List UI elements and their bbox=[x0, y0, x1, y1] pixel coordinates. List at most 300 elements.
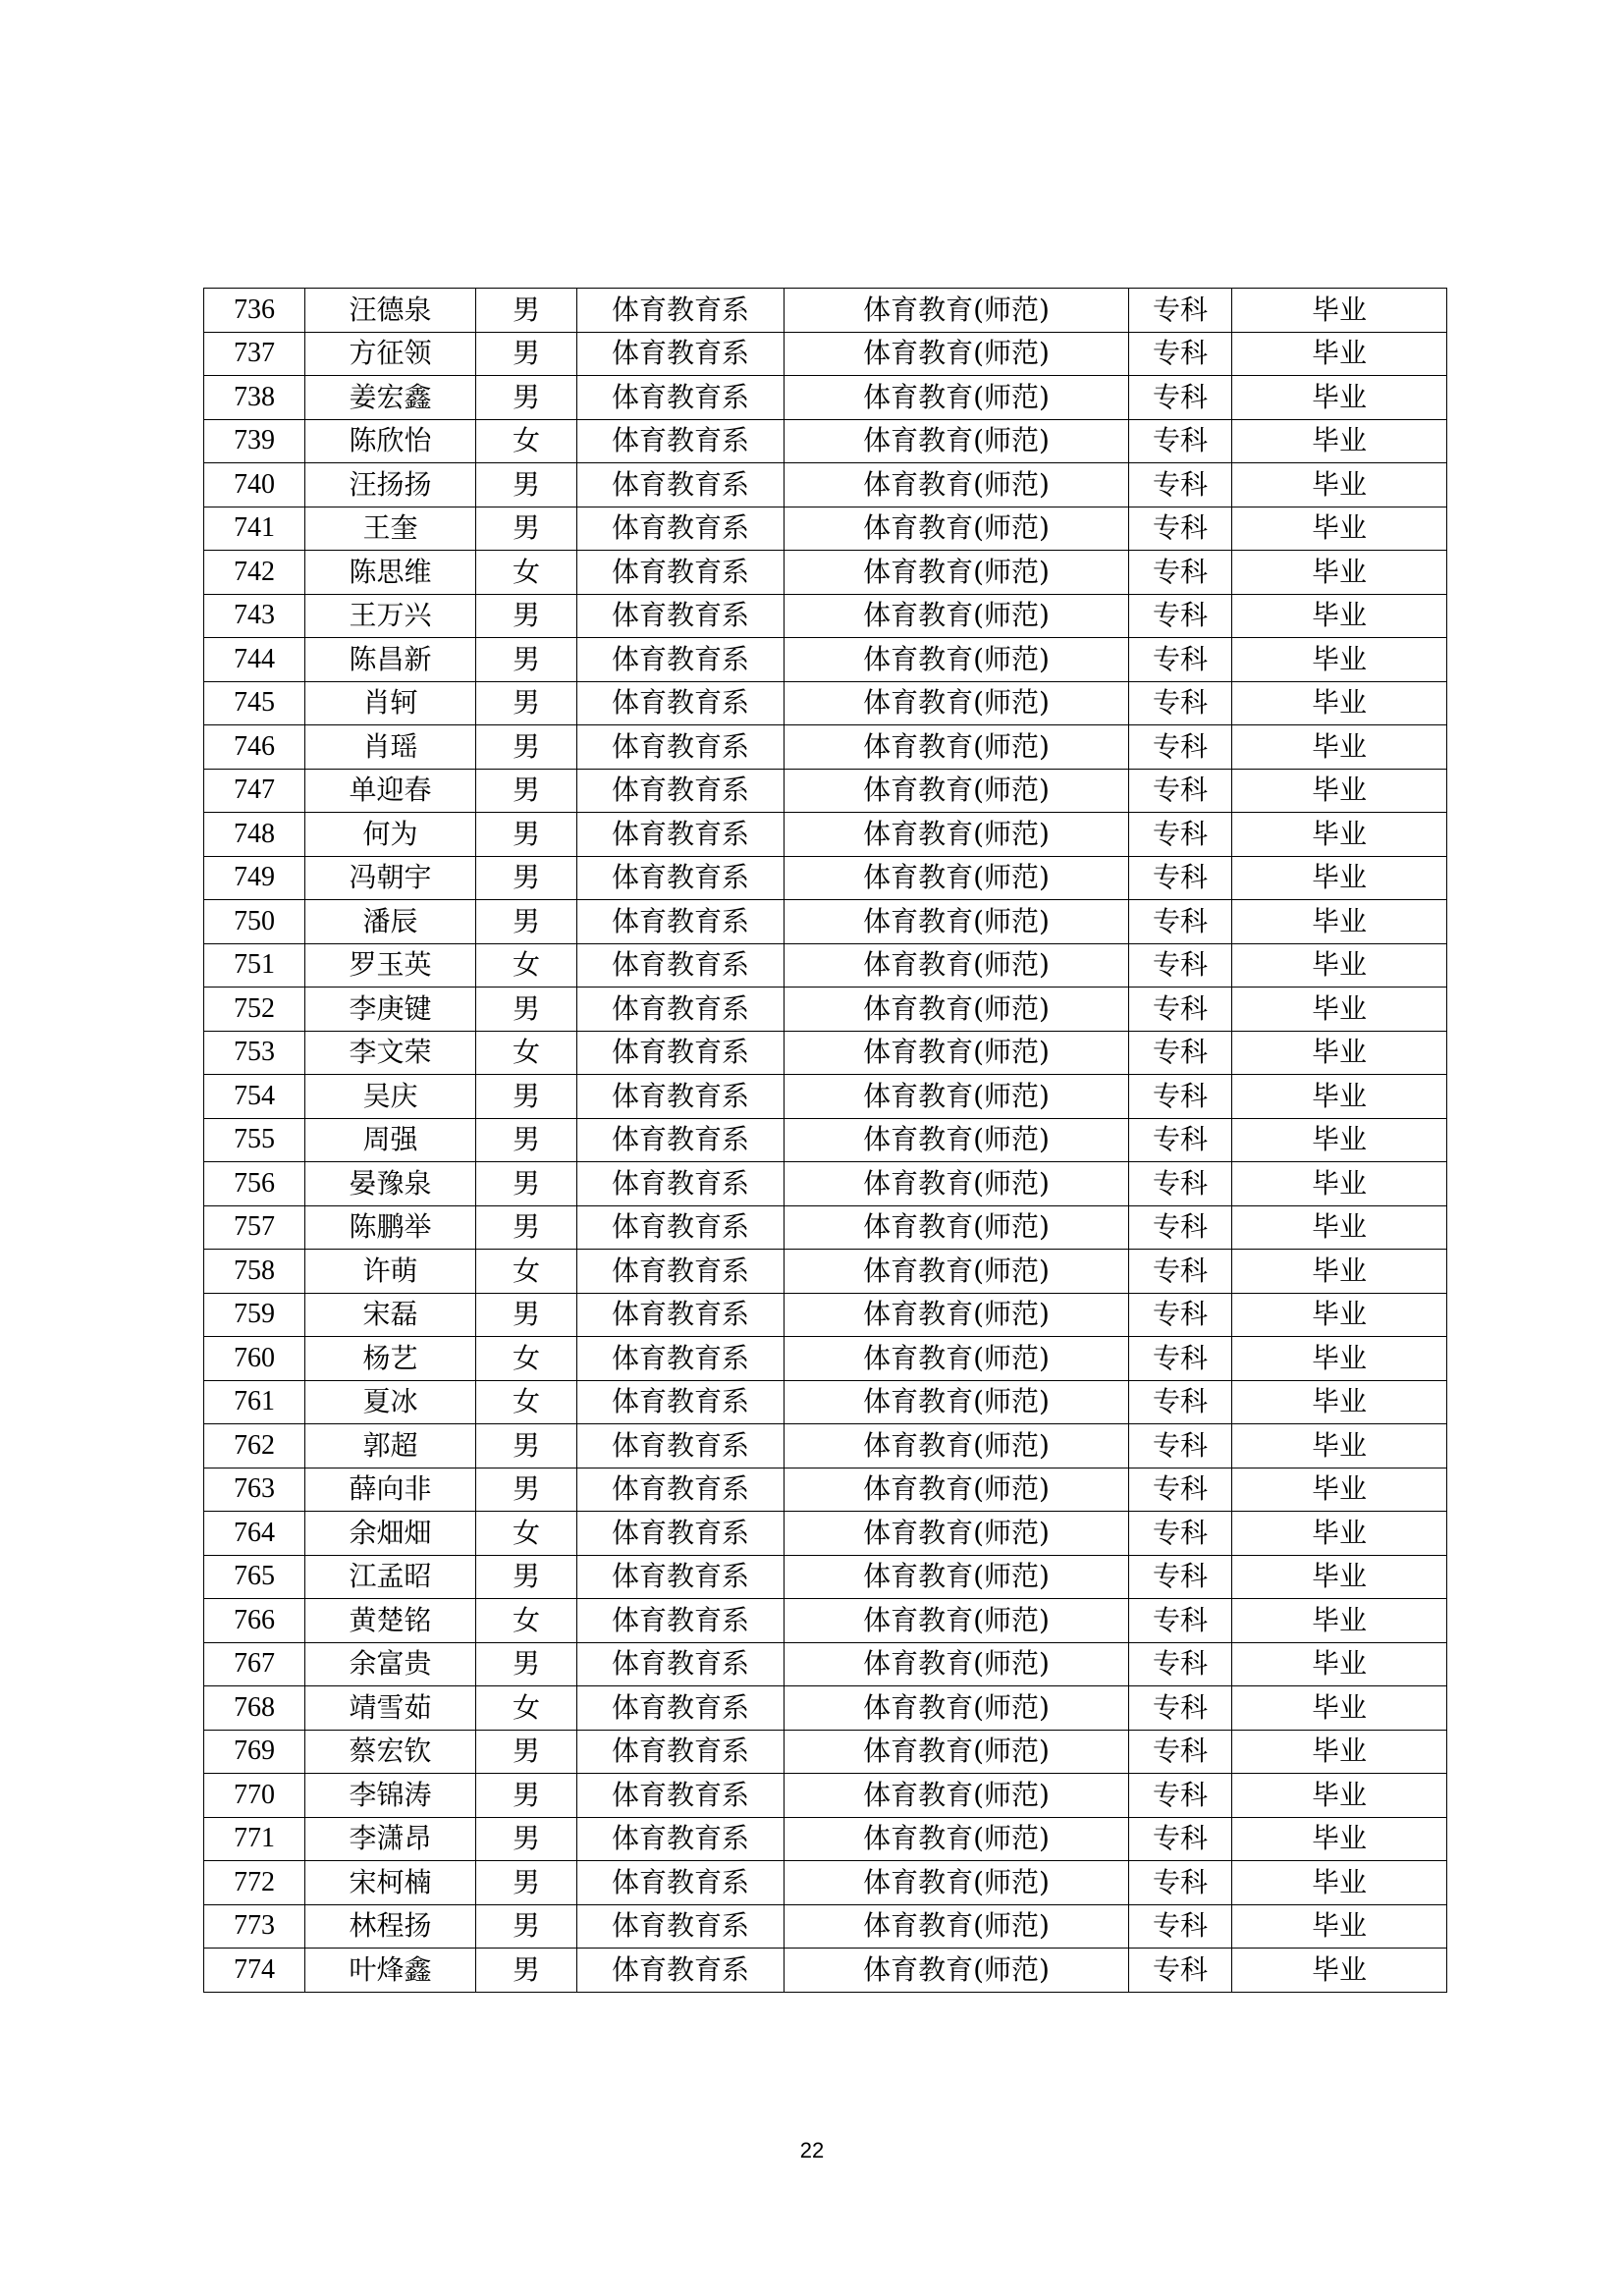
serial-number-cell: 774 bbox=[204, 1949, 305, 1993]
serial-number-cell: 754 bbox=[204, 1075, 305, 1119]
serial-number-cell: 764 bbox=[204, 1512, 305, 1556]
table-row bbox=[204, 681, 1447, 725]
department-cell: 体育教育系 bbox=[577, 1293, 785, 1337]
education-level-cell: 专科 bbox=[1129, 943, 1232, 988]
gender-cell: 男 bbox=[476, 376, 577, 420]
status-cell: 毕业 bbox=[1232, 1337, 1447, 1381]
student-name-cell: 汪扬扬 bbox=[305, 463, 476, 507]
serial-number-cell: 738 bbox=[204, 376, 305, 420]
gender-cell: 女 bbox=[476, 1380, 577, 1424]
education-level-cell: 专科 bbox=[1129, 1424, 1232, 1468]
department-cell: 体育教育系 bbox=[577, 1904, 785, 1949]
table-row bbox=[204, 1599, 1447, 1643]
student-name-cell: 夏冰 bbox=[305, 1380, 476, 1424]
major-cell: 体育教育(师范) bbox=[785, 900, 1129, 944]
gender-cell: 男 bbox=[476, 1075, 577, 1119]
serial-number-cell: 767 bbox=[204, 1642, 305, 1686]
gender-cell: 女 bbox=[476, 943, 577, 988]
gender-cell: 男 bbox=[476, 1468, 577, 1512]
serial-number-cell: 766 bbox=[204, 1599, 305, 1643]
table-row bbox=[204, 1468, 1447, 1512]
serial-number-cell: 742 bbox=[204, 551, 305, 595]
serial-number-cell: 770 bbox=[204, 1774, 305, 1818]
department-cell: 体育教育系 bbox=[577, 1205, 785, 1250]
serial-number-cell: 755 bbox=[204, 1118, 305, 1162]
major-cell: 体育教育(师范) bbox=[785, 376, 1129, 420]
table-row bbox=[204, 943, 1447, 988]
education-level-cell: 专科 bbox=[1129, 1861, 1232, 1905]
serial-number-cell: 736 bbox=[204, 289, 305, 333]
major-cell: 体育教育(师范) bbox=[785, 1861, 1129, 1905]
department-cell: 体育教育系 bbox=[577, 725, 785, 770]
major-cell: 体育教育(师范) bbox=[785, 681, 1129, 725]
gender-cell: 男 bbox=[476, 813, 577, 857]
gender-cell: 男 bbox=[476, 1118, 577, 1162]
student-name-cell: 陈鹏举 bbox=[305, 1205, 476, 1250]
major-cell: 体育教育(师范) bbox=[785, 1205, 1129, 1250]
education-level-cell: 专科 bbox=[1129, 1642, 1232, 1686]
status-cell: 毕业 bbox=[1232, 1380, 1447, 1424]
status-cell: 毕业 bbox=[1232, 1293, 1447, 1337]
education-level-cell: 专科 bbox=[1129, 1686, 1232, 1731]
major-cell: 体育教育(师范) bbox=[785, 551, 1129, 595]
table-row bbox=[204, 638, 1447, 682]
department-cell: 体育教育系 bbox=[577, 638, 785, 682]
education-level-cell: 专科 bbox=[1129, 1468, 1232, 1512]
status-cell: 毕业 bbox=[1232, 900, 1447, 944]
department-cell: 体育教育系 bbox=[577, 507, 785, 551]
table-row bbox=[204, 1642, 1447, 1686]
status-cell: 毕业 bbox=[1232, 1861, 1447, 1905]
department-cell: 体育教育系 bbox=[577, 419, 785, 463]
status-cell: 毕业 bbox=[1232, 1904, 1447, 1949]
status-cell: 毕业 bbox=[1232, 1250, 1447, 1294]
major-cell: 体育教育(师范) bbox=[785, 1774, 1129, 1818]
education-level-cell: 专科 bbox=[1129, 988, 1232, 1032]
status-cell: 毕业 bbox=[1232, 638, 1447, 682]
department-cell: 体育教育系 bbox=[577, 1512, 785, 1556]
table-row bbox=[204, 289, 1447, 333]
student-name-cell: 宋柯楠 bbox=[305, 1861, 476, 1905]
gender-cell: 男 bbox=[476, 1904, 577, 1949]
table-row bbox=[204, 1205, 1447, 1250]
roster-table-body bbox=[204, 289, 1447, 1993]
student-name-cell: 晏豫泉 bbox=[305, 1162, 476, 1206]
student-name-cell: 陈思维 bbox=[305, 551, 476, 595]
gender-cell: 男 bbox=[476, 594, 577, 638]
education-level-cell: 专科 bbox=[1129, 594, 1232, 638]
serial-number-cell: 741 bbox=[204, 507, 305, 551]
major-cell: 体育教育(师范) bbox=[785, 1250, 1129, 1294]
serial-number-cell: 760 bbox=[204, 1337, 305, 1381]
education-level-cell: 专科 bbox=[1129, 1730, 1232, 1774]
status-cell: 毕业 bbox=[1232, 1512, 1447, 1556]
department-cell: 体育教育系 bbox=[577, 463, 785, 507]
serial-number-cell: 745 bbox=[204, 681, 305, 725]
department-cell: 体育教育系 bbox=[577, 1031, 785, 1075]
serial-number-cell: 737 bbox=[204, 332, 305, 376]
student-name-cell: 薛向非 bbox=[305, 1468, 476, 1512]
major-cell: 体育教育(师范) bbox=[785, 289, 1129, 333]
education-level-cell: 专科 bbox=[1129, 376, 1232, 420]
major-cell: 体育教育(师范) bbox=[785, 1337, 1129, 1381]
graduate-roster-table bbox=[203, 288, 1447, 1993]
major-cell: 体育教育(师范) bbox=[785, 856, 1129, 900]
education-level-cell: 专科 bbox=[1129, 1599, 1232, 1643]
major-cell: 体育教育(师范) bbox=[785, 1599, 1129, 1643]
department-cell: 体育教育系 bbox=[577, 551, 785, 595]
major-cell: 体育教育(师范) bbox=[785, 1075, 1129, 1119]
status-cell: 毕业 bbox=[1232, 1205, 1447, 1250]
status-cell: 毕业 bbox=[1232, 813, 1447, 857]
education-level-cell: 专科 bbox=[1129, 1774, 1232, 1818]
status-cell: 毕业 bbox=[1232, 1599, 1447, 1643]
student-name-cell: 冯朝宇 bbox=[305, 856, 476, 900]
table-row bbox=[204, 1512, 1447, 1556]
student-name-cell: 汪德泉 bbox=[305, 289, 476, 333]
department-cell: 体育教育系 bbox=[577, 900, 785, 944]
gender-cell: 男 bbox=[476, 1555, 577, 1599]
serial-number-cell: 772 bbox=[204, 1861, 305, 1905]
table-row bbox=[204, 1686, 1447, 1731]
serial-number-cell: 751 bbox=[204, 943, 305, 988]
student-name-cell: 林程扬 bbox=[305, 1904, 476, 1949]
status-cell: 毕业 bbox=[1232, 1774, 1447, 1818]
serial-number-cell: 749 bbox=[204, 856, 305, 900]
department-cell: 体育教育系 bbox=[577, 1730, 785, 1774]
education-level-cell: 专科 bbox=[1129, 551, 1232, 595]
table-row bbox=[204, 507, 1447, 551]
major-cell: 体育教育(师范) bbox=[785, 1730, 1129, 1774]
department-cell: 体育教育系 bbox=[577, 769, 785, 813]
gender-cell: 男 bbox=[476, 463, 577, 507]
education-level-cell: 专科 bbox=[1129, 1337, 1232, 1381]
department-cell: 体育教育系 bbox=[577, 1380, 785, 1424]
gender-cell: 男 bbox=[476, 769, 577, 813]
serial-number-cell: 765 bbox=[204, 1555, 305, 1599]
status-cell: 毕业 bbox=[1232, 769, 1447, 813]
education-level-cell: 专科 bbox=[1129, 769, 1232, 813]
serial-number-cell: 748 bbox=[204, 813, 305, 857]
education-level-cell: 专科 bbox=[1129, 332, 1232, 376]
serial-number-cell: 739 bbox=[204, 419, 305, 463]
student-name-cell: 李锦涛 bbox=[305, 1774, 476, 1818]
status-cell: 毕业 bbox=[1232, 1118, 1447, 1162]
table-row bbox=[204, 551, 1447, 595]
department-cell: 体育教育系 bbox=[577, 594, 785, 638]
status-cell: 毕业 bbox=[1232, 725, 1447, 770]
gender-cell: 女 bbox=[476, 1337, 577, 1381]
major-cell: 体育教育(师范) bbox=[785, 1424, 1129, 1468]
education-level-cell: 专科 bbox=[1129, 1555, 1232, 1599]
student-name-cell: 陈欣怡 bbox=[305, 419, 476, 463]
major-cell: 体育教育(师范) bbox=[785, 725, 1129, 770]
student-name-cell: 吴庆 bbox=[305, 1075, 476, 1119]
status-cell: 毕业 bbox=[1232, 289, 1447, 333]
table-row bbox=[204, 988, 1447, 1032]
gender-cell: 男 bbox=[476, 900, 577, 944]
status-cell: 毕业 bbox=[1232, 551, 1447, 595]
department-cell: 体育教育系 bbox=[577, 1250, 785, 1294]
status-cell: 毕业 bbox=[1232, 594, 1447, 638]
serial-number-cell: 744 bbox=[204, 638, 305, 682]
major-cell: 体育教育(师范) bbox=[785, 1512, 1129, 1556]
table-row bbox=[204, 376, 1447, 420]
table-row bbox=[204, 1817, 1447, 1861]
table-row bbox=[204, 1162, 1447, 1206]
education-level-cell: 专科 bbox=[1129, 638, 1232, 682]
department-cell: 体育教育系 bbox=[577, 1642, 785, 1686]
status-cell: 毕业 bbox=[1232, 1075, 1447, 1119]
gender-cell: 男 bbox=[476, 681, 577, 725]
department-cell: 体育教育系 bbox=[577, 681, 785, 725]
major-cell: 体育教育(师范) bbox=[785, 769, 1129, 813]
department-cell: 体育教育系 bbox=[577, 1774, 785, 1818]
status-cell: 毕业 bbox=[1232, 1949, 1447, 1993]
department-cell: 体育教育系 bbox=[577, 1162, 785, 1206]
status-cell: 毕业 bbox=[1232, 1730, 1447, 1774]
status-cell: 毕业 bbox=[1232, 376, 1447, 420]
serial-number-cell: 746 bbox=[204, 725, 305, 770]
serial-number-cell: 769 bbox=[204, 1730, 305, 1774]
gender-cell: 女 bbox=[476, 1250, 577, 1294]
status-cell: 毕业 bbox=[1232, 332, 1447, 376]
department-cell: 体育教育系 bbox=[577, 1337, 785, 1381]
department-cell: 体育教育系 bbox=[577, 1424, 785, 1468]
student-name-cell: 王奎 bbox=[305, 507, 476, 551]
serial-number-cell: 759 bbox=[204, 1293, 305, 1337]
education-level-cell: 专科 bbox=[1129, 725, 1232, 770]
serial-number-cell: 762 bbox=[204, 1424, 305, 1468]
department-cell: 体育教育系 bbox=[577, 943, 785, 988]
education-level-cell: 专科 bbox=[1129, 1031, 1232, 1075]
major-cell: 体育教育(师范) bbox=[785, 1031, 1129, 1075]
student-name-cell: 方征领 bbox=[305, 332, 476, 376]
table-row bbox=[204, 1555, 1447, 1599]
status-cell: 毕业 bbox=[1232, 1468, 1447, 1512]
table-row bbox=[204, 1250, 1447, 1294]
table-row bbox=[204, 1730, 1447, 1774]
education-level-cell: 专科 bbox=[1129, 813, 1232, 857]
student-name-cell: 周强 bbox=[305, 1118, 476, 1162]
gender-cell: 男 bbox=[476, 1774, 577, 1818]
student-name-cell: 杨艺 bbox=[305, 1337, 476, 1381]
student-name-cell: 肖轲 bbox=[305, 681, 476, 725]
major-cell: 体育教育(师范) bbox=[785, 813, 1129, 857]
education-level-cell: 专科 bbox=[1129, 1512, 1232, 1556]
department-cell: 体育教育系 bbox=[577, 332, 785, 376]
education-level-cell: 专科 bbox=[1129, 419, 1232, 463]
major-cell: 体育教育(师范) bbox=[785, 1642, 1129, 1686]
page-number: 22 bbox=[799, 2138, 825, 2163]
serial-number-cell: 758 bbox=[204, 1250, 305, 1294]
gender-cell: 男 bbox=[476, 1861, 577, 1905]
table-row bbox=[204, 1337, 1447, 1381]
major-cell: 体育教育(师范) bbox=[785, 1468, 1129, 1512]
serial-number-cell: 757 bbox=[204, 1205, 305, 1250]
department-cell: 体育教育系 bbox=[577, 289, 785, 333]
major-cell: 体育教育(师范) bbox=[785, 463, 1129, 507]
student-name-cell: 王万兴 bbox=[305, 594, 476, 638]
status-cell: 毕业 bbox=[1232, 1031, 1447, 1075]
department-cell: 体育教育系 bbox=[577, 988, 785, 1032]
gender-cell: 男 bbox=[476, 638, 577, 682]
gender-cell: 男 bbox=[476, 725, 577, 770]
gender-cell: 女 bbox=[476, 551, 577, 595]
major-cell: 体育教育(师范) bbox=[785, 419, 1129, 463]
student-name-cell: 黄楚铭 bbox=[305, 1599, 476, 1643]
serial-number-cell: 740 bbox=[204, 463, 305, 507]
gender-cell: 男 bbox=[476, 1424, 577, 1468]
department-cell: 体育教育系 bbox=[577, 1817, 785, 1861]
major-cell: 体育教育(师范) bbox=[785, 638, 1129, 682]
serial-number-cell: 771 bbox=[204, 1817, 305, 1861]
education-level-cell: 专科 bbox=[1129, 1205, 1232, 1250]
student-name-cell: 许萌 bbox=[305, 1250, 476, 1294]
department-cell: 体育教育系 bbox=[577, 1075, 785, 1119]
table-row bbox=[204, 419, 1447, 463]
serial-number-cell: 753 bbox=[204, 1031, 305, 1075]
table-row bbox=[204, 1861, 1447, 1905]
major-cell: 体育教育(师范) bbox=[785, 1380, 1129, 1424]
status-cell: 毕业 bbox=[1232, 1642, 1447, 1686]
status-cell: 毕业 bbox=[1232, 943, 1447, 988]
student-name-cell: 李文荣 bbox=[305, 1031, 476, 1075]
student-name-cell: 罗玉英 bbox=[305, 943, 476, 988]
table-row bbox=[204, 900, 1447, 944]
major-cell: 体育教育(师范) bbox=[785, 594, 1129, 638]
student-name-cell: 余富贵 bbox=[305, 1642, 476, 1686]
table-row bbox=[204, 769, 1447, 813]
major-cell: 体育教育(师范) bbox=[785, 1118, 1129, 1162]
gender-cell: 女 bbox=[476, 419, 577, 463]
department-cell: 体育教育系 bbox=[577, 1686, 785, 1731]
status-cell: 毕业 bbox=[1232, 681, 1447, 725]
status-cell: 毕业 bbox=[1232, 507, 1447, 551]
gender-cell: 女 bbox=[476, 1686, 577, 1731]
major-cell: 体育教育(师范) bbox=[785, 1555, 1129, 1599]
table-row bbox=[204, 332, 1447, 376]
status-cell: 毕业 bbox=[1232, 1686, 1447, 1731]
table-row bbox=[204, 1293, 1447, 1337]
education-level-cell: 专科 bbox=[1129, 900, 1232, 944]
status-cell: 毕业 bbox=[1232, 463, 1447, 507]
education-level-cell: 专科 bbox=[1129, 507, 1232, 551]
major-cell: 体育教育(师范) bbox=[785, 1949, 1129, 1993]
education-level-cell: 专科 bbox=[1129, 1293, 1232, 1337]
serial-number-cell: 768 bbox=[204, 1686, 305, 1731]
serial-number-cell: 761 bbox=[204, 1380, 305, 1424]
serial-number-cell: 773 bbox=[204, 1904, 305, 1949]
gender-cell: 男 bbox=[476, 289, 577, 333]
major-cell: 体育教育(师范) bbox=[785, 332, 1129, 376]
department-cell: 体育教育系 bbox=[577, 1468, 785, 1512]
table-row bbox=[204, 856, 1447, 900]
department-cell: 体育教育系 bbox=[577, 1861, 785, 1905]
major-cell: 体育教育(师范) bbox=[785, 988, 1129, 1032]
department-cell: 体育教育系 bbox=[577, 856, 785, 900]
education-level-cell: 专科 bbox=[1129, 1250, 1232, 1294]
student-name-cell: 李潇昂 bbox=[305, 1817, 476, 1861]
gender-cell: 男 bbox=[476, 1730, 577, 1774]
department-cell: 体育教育系 bbox=[577, 1599, 785, 1643]
serial-number-cell: 756 bbox=[204, 1162, 305, 1206]
gender-cell: 女 bbox=[476, 1031, 577, 1075]
gender-cell: 男 bbox=[476, 1817, 577, 1861]
major-cell: 体育教育(师范) bbox=[785, 1686, 1129, 1731]
gender-cell: 男 bbox=[476, 988, 577, 1032]
gender-cell: 男 bbox=[476, 856, 577, 900]
student-name-cell: 郭超 bbox=[305, 1424, 476, 1468]
gender-cell: 男 bbox=[476, 1162, 577, 1206]
table-row bbox=[204, 1904, 1447, 1949]
student-name-cell: 肖瑶 bbox=[305, 725, 476, 770]
table-row bbox=[204, 463, 1447, 507]
student-name-cell: 何为 bbox=[305, 813, 476, 857]
department-cell: 体育教育系 bbox=[577, 1555, 785, 1599]
table-row bbox=[204, 1075, 1447, 1119]
table-row bbox=[204, 813, 1447, 857]
gender-cell: 男 bbox=[476, 332, 577, 376]
status-cell: 毕业 bbox=[1232, 856, 1447, 900]
table-row bbox=[204, 1774, 1447, 1818]
major-cell: 体育教育(师范) bbox=[785, 1293, 1129, 1337]
student-name-cell: 蔡宏钦 bbox=[305, 1730, 476, 1774]
education-level-cell: 专科 bbox=[1129, 1949, 1232, 1993]
serial-number-cell: 743 bbox=[204, 594, 305, 638]
student-name-cell: 姜宏鑫 bbox=[305, 376, 476, 420]
status-cell: 毕业 bbox=[1232, 988, 1447, 1032]
gender-cell: 男 bbox=[476, 1205, 577, 1250]
table-row bbox=[204, 1118, 1447, 1162]
education-level-cell: 专科 bbox=[1129, 289, 1232, 333]
table-row bbox=[204, 1380, 1447, 1424]
serial-number-cell: 752 bbox=[204, 988, 305, 1032]
student-name-cell: 单迎春 bbox=[305, 769, 476, 813]
student-name-cell: 叶烽鑫 bbox=[305, 1949, 476, 1993]
gender-cell: 女 bbox=[476, 1512, 577, 1556]
student-name-cell: 宋磊 bbox=[305, 1293, 476, 1337]
gender-cell: 女 bbox=[476, 1599, 577, 1643]
serial-number-cell: 747 bbox=[204, 769, 305, 813]
department-cell: 体育教育系 bbox=[577, 376, 785, 420]
student-name-cell: 余畑畑 bbox=[305, 1512, 476, 1556]
table-row bbox=[204, 594, 1447, 638]
department-cell: 体育教育系 bbox=[577, 813, 785, 857]
student-name-cell: 李庚键 bbox=[305, 988, 476, 1032]
education-level-cell: 专科 bbox=[1129, 1380, 1232, 1424]
table-row bbox=[204, 725, 1447, 770]
education-level-cell: 专科 bbox=[1129, 681, 1232, 725]
education-level-cell: 专科 bbox=[1129, 1118, 1232, 1162]
serial-number-cell: 750 bbox=[204, 900, 305, 944]
major-cell: 体育教育(师范) bbox=[785, 1162, 1129, 1206]
status-cell: 毕业 bbox=[1232, 1817, 1447, 1861]
education-level-cell: 专科 bbox=[1129, 1817, 1232, 1861]
gender-cell: 男 bbox=[476, 1642, 577, 1686]
status-cell: 毕业 bbox=[1232, 1424, 1447, 1468]
gender-cell: 男 bbox=[476, 507, 577, 551]
major-cell: 体育教育(师范) bbox=[785, 943, 1129, 988]
student-name-cell: 江孟昭 bbox=[305, 1555, 476, 1599]
education-level-cell: 专科 bbox=[1129, 1162, 1232, 1206]
major-cell: 体育教育(师范) bbox=[785, 1817, 1129, 1861]
education-level-cell: 专科 bbox=[1129, 1904, 1232, 1949]
status-cell: 毕业 bbox=[1232, 1162, 1447, 1206]
gender-cell: 男 bbox=[476, 1293, 577, 1337]
education-level-cell: 专科 bbox=[1129, 463, 1232, 507]
gender-cell: 男 bbox=[476, 1949, 577, 1993]
